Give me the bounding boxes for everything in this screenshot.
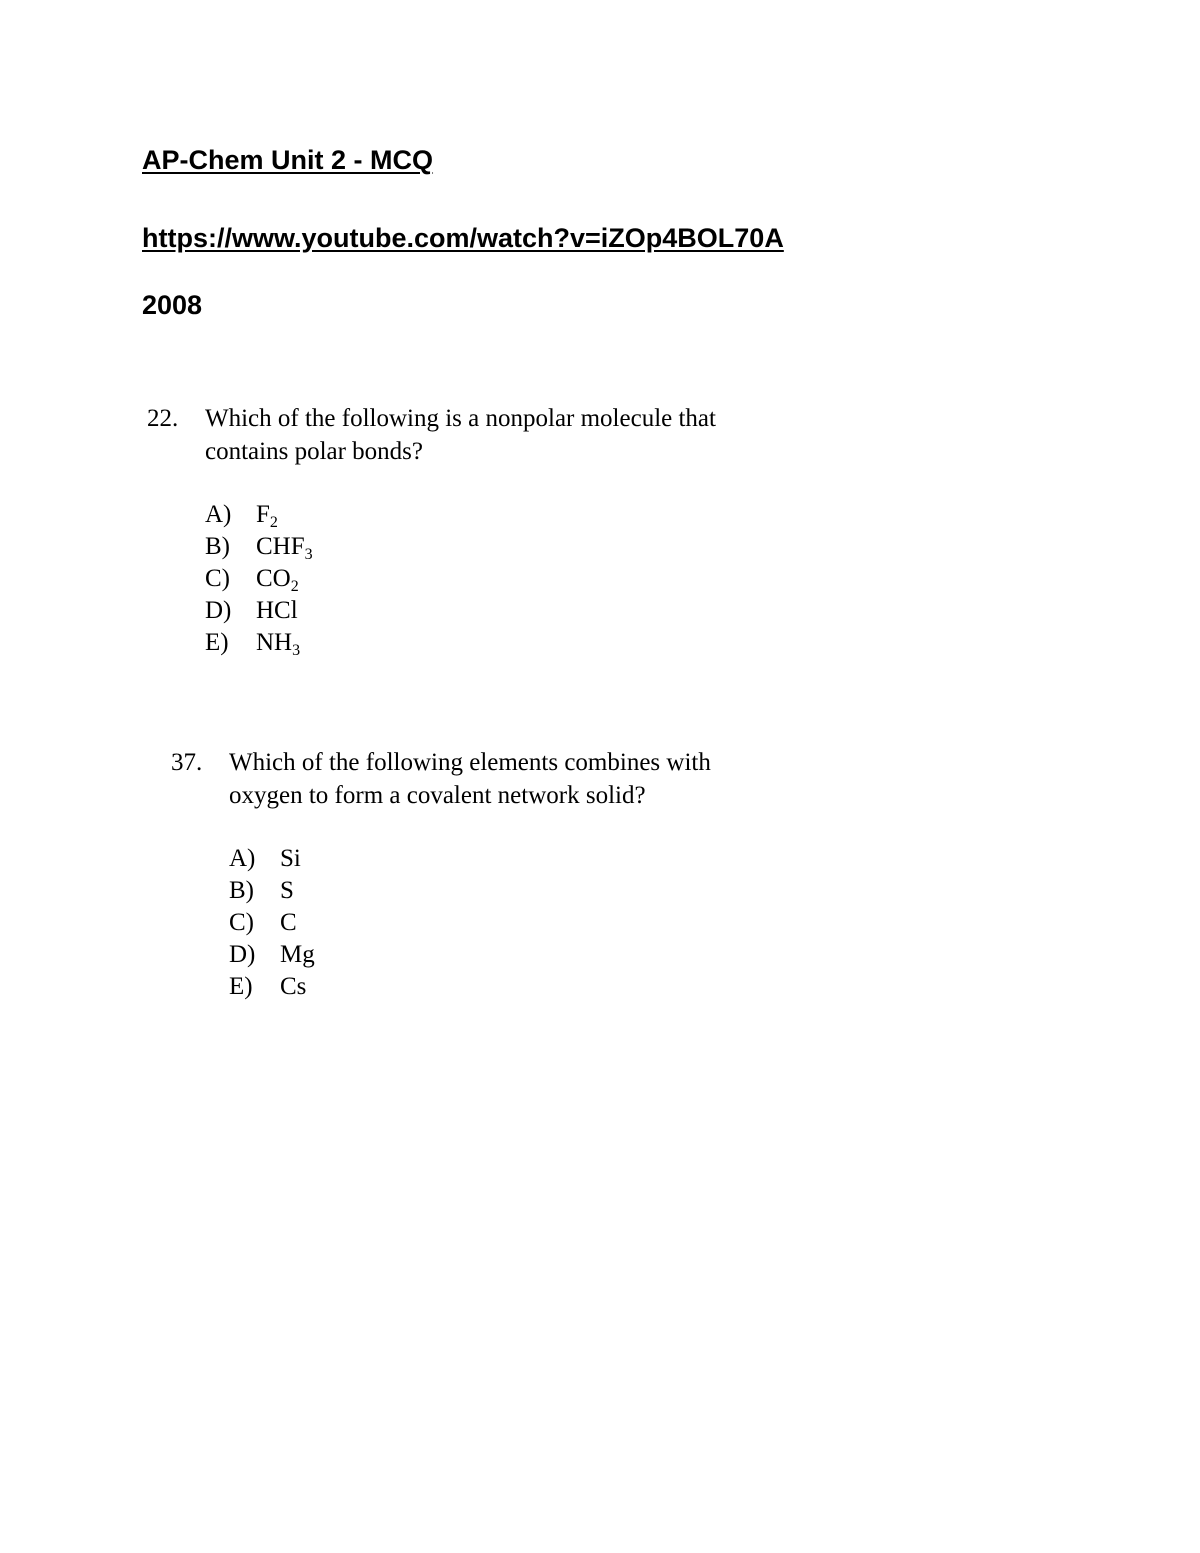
- question-37: [171, 746, 789, 1003]
- question-text: Which of the following elements combines with oxygen to form a covalent network solid?: [229, 749, 711, 809]
- answer-choice-e: [205, 627, 765, 659]
- answer-choice-a: [229, 843, 789, 875]
- answer-choice-d: [205, 595, 765, 627]
- exam-year: 2008: [142, 290, 203, 320]
- choice-formula: $NH_3$: [256, 629, 301, 659]
- choice-formula: HCl: [256, 597, 298, 624]
- choice-letter: B): [229, 877, 254, 904]
- choice-letter: E): [229, 973, 253, 1000]
- answer-choice-c: [229, 907, 789, 939]
- choice-element: C: [280, 909, 297, 936]
- choice-formula: $CO_2$: [256, 565, 299, 595]
- question-number: 37.: [171, 749, 203, 776]
- choice-element: S: [280, 877, 294, 904]
- answer-choice-e: [229, 971, 789, 1003]
- choice-letter: E): [205, 629, 229, 656]
- answer-choice-d: [229, 939, 789, 971]
- answer-choice-b: [205, 531, 765, 563]
- answer-choice-a: [205, 499, 765, 531]
- choice-element: Cs: [280, 973, 307, 1000]
- answer-choice-c: [205, 563, 765, 595]
- question-number: 22.: [147, 405, 179, 432]
- choice-letter: D): [205, 597, 232, 624]
- choice-letter: C): [205, 565, 230, 592]
- choice-formula: $CHF_3$: [256, 533, 313, 563]
- choice-formula: $F_2$: [256, 501, 278, 531]
- choice-letter: B): [205, 533, 230, 560]
- choice-letter: A): [205, 501, 232, 528]
- answer-choices: [229, 843, 789, 1003]
- document-title: AP-Chem Unit 2 - MCQ: [142, 145, 434, 175]
- choice-element: Mg: [280, 941, 315, 968]
- answer-choices: [205, 499, 765, 659]
- question-text: Which of the following is a nonpolar molecule that contains polar bonds?: [205, 405, 716, 465]
- video-link[interactable]: https://www.youtube.com/watch?v=iZOp4BOL70A: [142, 223, 784, 253]
- answer-choice-b: [229, 875, 789, 907]
- choice-element: Si: [280, 845, 301, 872]
- choice-letter: A): [229, 845, 256, 872]
- choice-letter: C): [229, 909, 254, 936]
- question-22: [147, 402, 765, 659]
- choice-letter: D): [229, 941, 256, 968]
